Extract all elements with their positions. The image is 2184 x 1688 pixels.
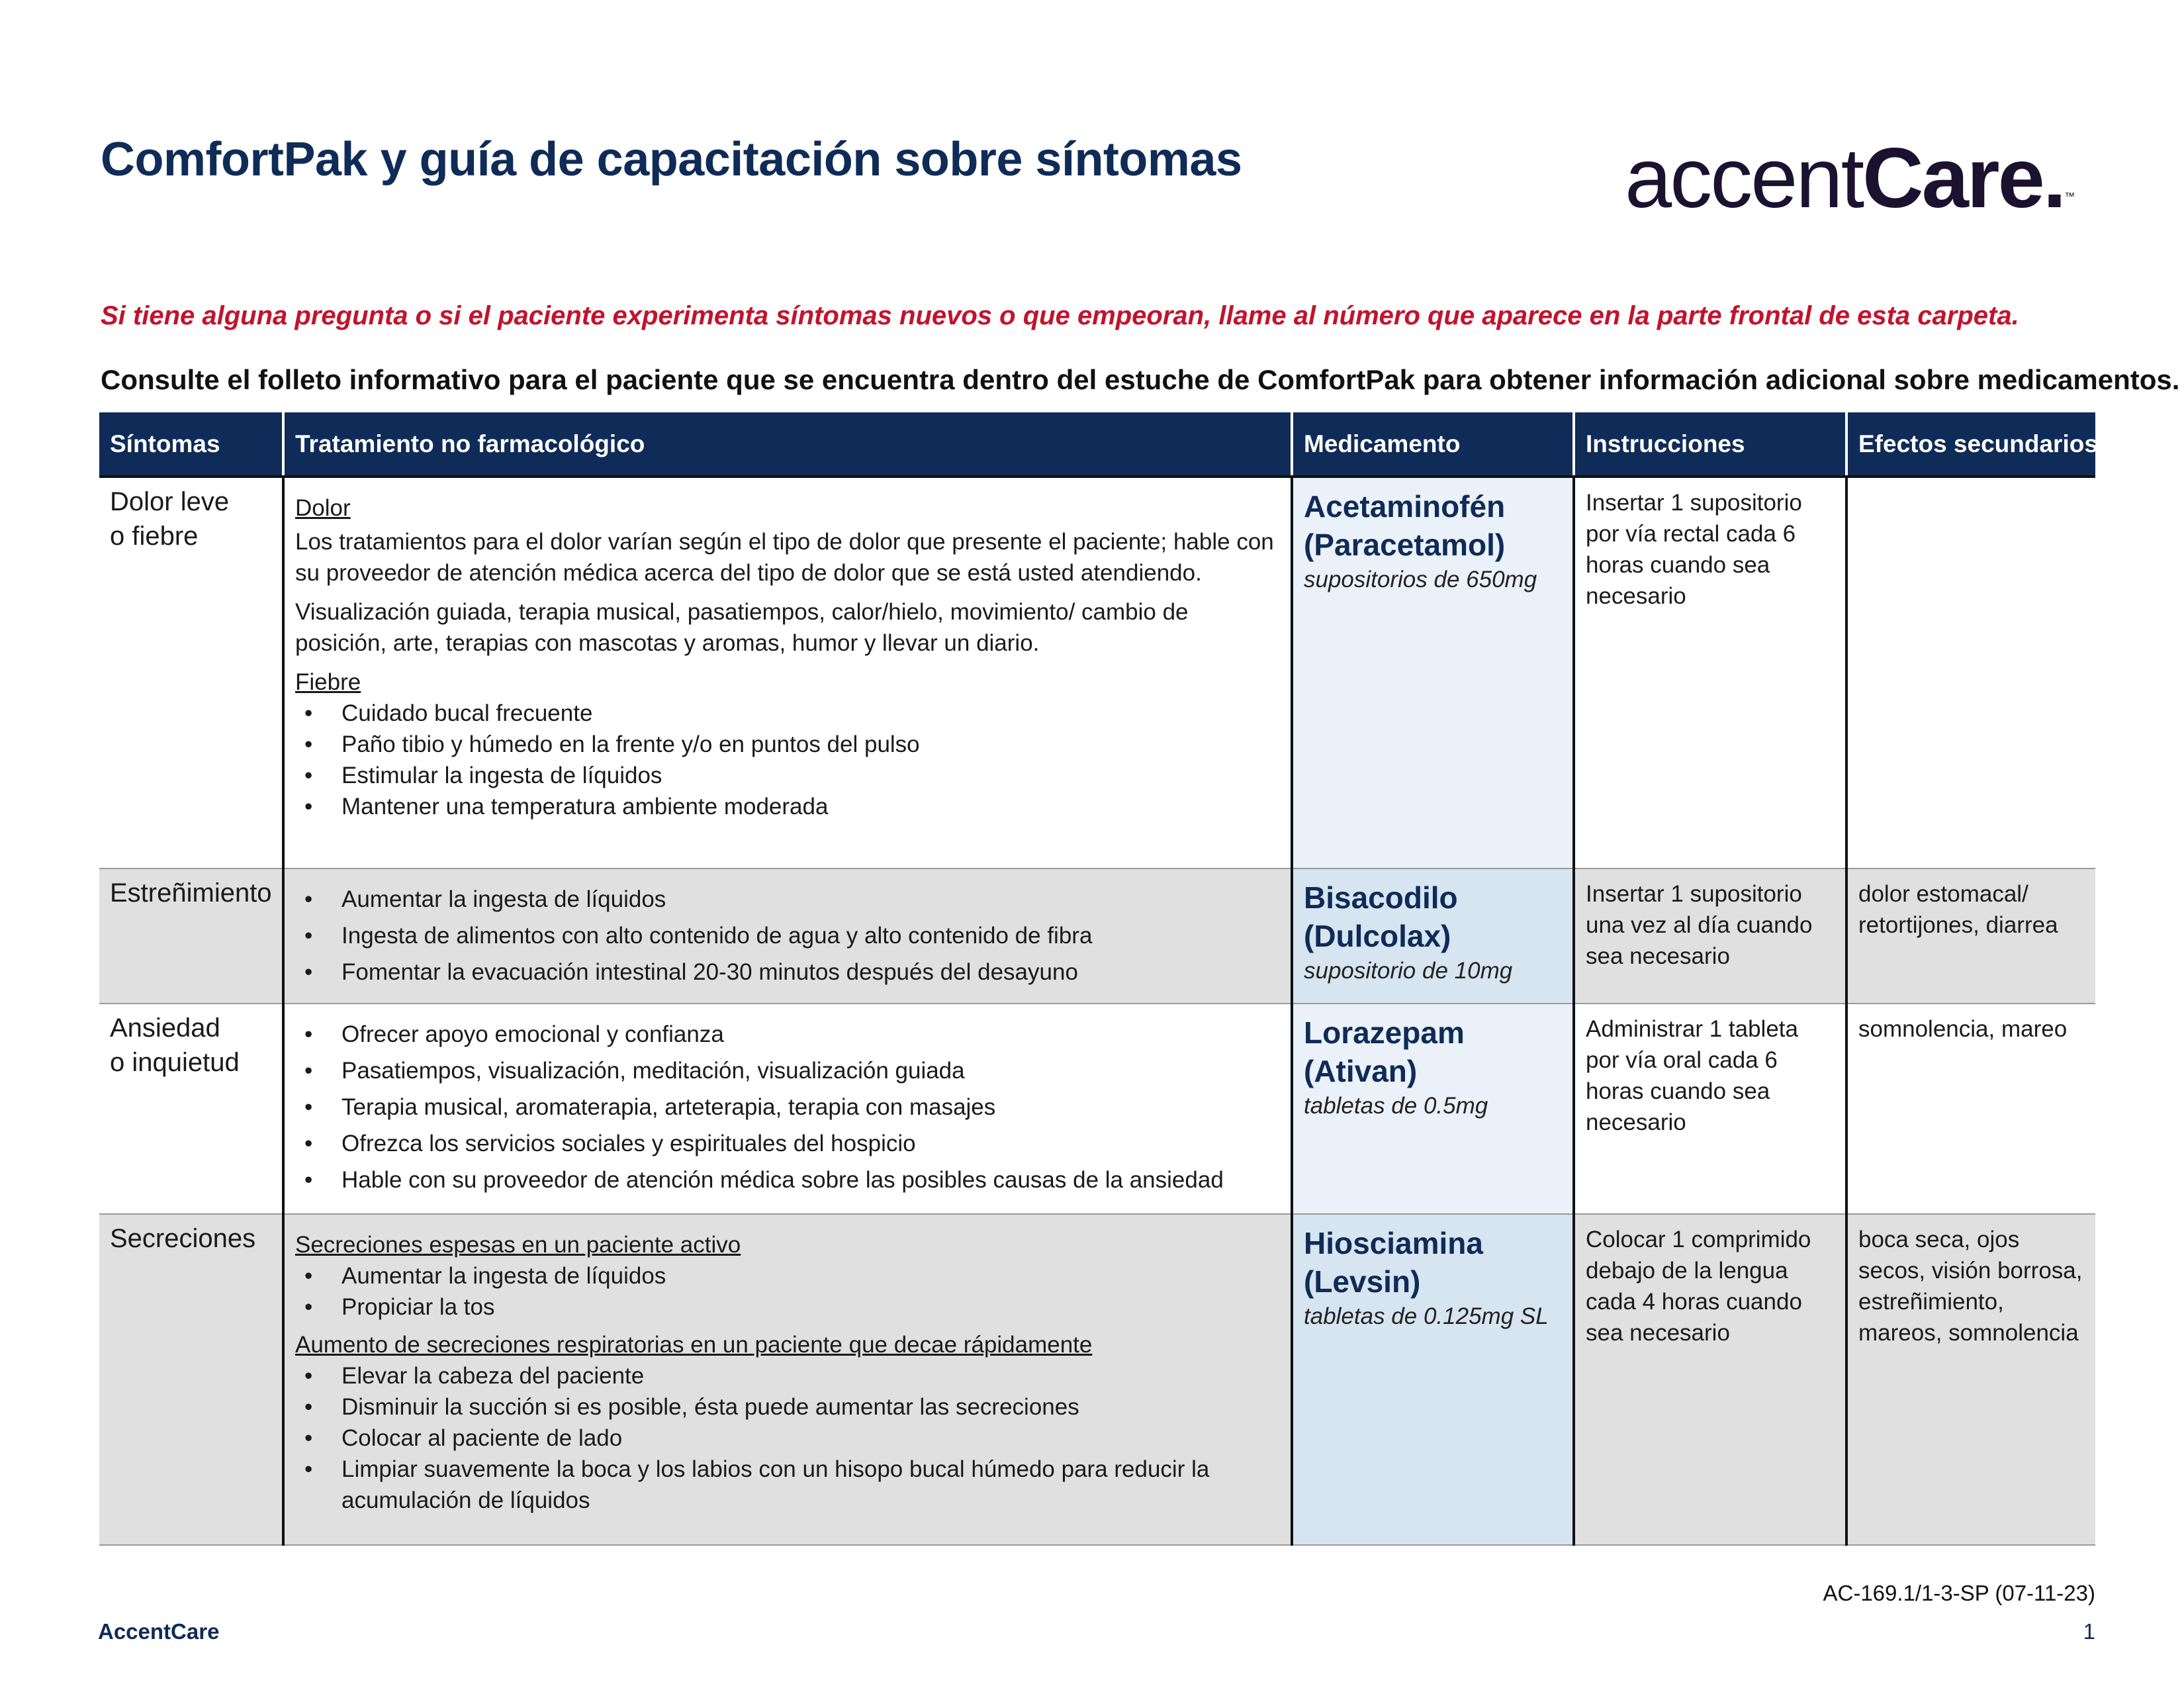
list-item: • Disminuir la succión si es posible, ésta puede aumentar las secreciones [341,1391,1280,1423]
list-item: • Cuidado bucal frecuente [341,698,1280,729]
list-item: • Colocar al paciente de lado [341,1423,1280,1454]
medication-brand: (Dulcolax) [1304,919,1451,953]
header-symptoms: Síntomas [99,412,283,477]
side-effects-cell: dolor estomacal/ retortijones, diarrea [1846,868,2095,1004]
medication-form: supositorios de 650mg [1304,567,1537,592]
instructions-cell: Insertar 1 supositorio por vía rectal cada 6 horas cuando sea necesario [1574,477,1846,868]
symptom-cell [99,477,283,868]
list-item: • Aumentar la ingesta de líquidos [341,1260,1280,1291]
medication-brand: (Paracetamol) [1304,528,1506,562]
list-item: • Ingesta de alimentos con alto contenido de agua y alto contenido de fibra [341,920,1280,951]
list-item: • Aumentar la ingesta de líquidos [341,884,1280,915]
table-header-row [99,412,2095,477]
treatment-list [295,1019,1280,1196]
instructions-cell: Administrar 1 tableta por vía oral cada 6 horas cuando sea necesario [1574,1004,1846,1214]
symptom-label: Estreñimiento [110,878,272,908]
treatment-list [295,1260,1280,1323]
header-nonpharm: Tratamiento no farmacológico [283,412,1292,477]
medication-name: Lorazepam [1304,1015,1465,1050]
treatment-cell [283,1004,1292,1214]
treatment-paragraph: Los tratamientos para el dolor varían según el tipo de dolor que presente el paciente; hable con su proveedor de atención médica acerca del tipo de dolor que se está usted atendiendo. [295,529,1274,586]
subsection-heading: Fiebre [295,669,361,695]
treatment-list [295,698,1280,822]
document-code: AC-169.1/1-3-SP (07-11-23) [1823,1581,2095,1605]
medication-name: Bisacodilo [1304,880,1458,915]
symptom-cell [99,1004,283,1214]
side-effects-cell [1846,477,2095,868]
list-item: • Limpiar suavemente la boca y los labios con un hisopo bucal húmedo para reducir la acumulación de líquidos [341,1454,1280,1516]
instructions-cell: Insertar 1 supositorio una vez al día cuando sea necesario [1574,868,1846,1004]
medication-cell [1292,868,1574,1004]
consult-notice: Consulte el folleto informativo para el paciente que se encuentra dentro del estuche de ComfortPak para obtener información adicional sobre medicamentos. [101,364,2180,395]
treatment-paragraph: Visualización guiada, terapia musical, pasatiempos, calor/hielo, movimiento/ cambio de posición, arte, terapias con mascotas y aromas, humor y llevar un diario. [295,599,1189,656]
logo-text-accent: accent [1625,131,1863,226]
table-row [99,1004,2095,1214]
medication-cell [1292,1214,1574,1545]
symptom-label: o fiebre [110,522,199,551]
page-number: 1 [2083,1619,2095,1644]
side-effects-cell: boca seca, ojos secos, visión borrosa, estreñimiento, mareos, somnolencia [1846,1214,2095,1545]
medication-cell [1292,477,1574,868]
treatment-list [295,1360,1280,1516]
subsection-heading: Secreciones espesas en un paciente activo [295,1232,741,1258]
list-item: • Ofrecer apoyo emocional y confianza [341,1019,1280,1050]
treatment-cell [283,1214,1292,1545]
symptom-label: o inquietud [110,1048,240,1077]
list-item: • Elevar la cabeza del paciente [341,1360,1280,1391]
symptom-table [99,412,2098,1546]
page-title: ComfortPak y guía de capacitación sobre síntomas [101,133,1242,186]
medication-form: supositorio de 10mg [1304,958,1513,984]
list-item: • Terapia musical, aromaterapia, arteterapia, terapia con masajes [341,1092,1280,1123]
subsection-heading: Aumento de secreciones respiratorias en un paciente que decae rápidamente [295,1332,1093,1358]
side-effects-cell: somnolencia, mareo [1846,1004,2095,1214]
list-item: • Mantener una temperatura ambiente moderada [341,791,1280,822]
symptom-cell [99,1214,283,1545]
treatment-cell [283,477,1292,868]
symptom-label: Ansiedad [110,1013,220,1043]
list-item: • Fomentar la evacuación intestinal 20-30 minutos después del desayuno [341,957,1280,988]
medication-brand: (Ativan) [1304,1054,1418,1088]
table-row [99,477,2095,868]
symptom-label: Secreciones [110,1224,256,1253]
header-side-effects: Efectos secundarios [1846,412,2095,477]
list-item: • Estimular la ingesta de líquidos [341,760,1280,791]
treatment-cell [283,868,1292,1004]
list-item: • Ofrezca los servicios sociales y espirituales del hospicio [341,1128,1280,1159]
symptom-cell [99,868,283,1004]
subsection-heading: Dolor [295,495,351,521]
medication-brand: (Levsin) [1304,1264,1421,1299]
symptom-label: Dolor leve [110,487,230,516]
medication-name: Hiosciamina [1304,1226,1483,1260]
table-row [99,1214,2095,1545]
medication-name: Acetaminofén [1304,489,1506,524]
header-medication: Medicamento [1292,412,1574,477]
footer-brand: AccentCare [98,1619,220,1644]
medication-form: tabletas de 0.125mg SL [1304,1303,1549,1329]
list-item: • Pasatiempos, visualización, meditación, visualización guiada [341,1055,1280,1086]
warning-notice: Si tiene alguna pregunta o si el paciente experimenta síntomas nuevos o que empeoran, llame al número que aparece en la parte frontal de esta carpeta. [101,301,2019,330]
medication-cell [1292,1004,1574,1214]
list-item: • Propiciar la tos [341,1291,1280,1323]
treatment-list [295,884,1280,988]
header-instructions: Instrucciones [1574,412,1846,477]
logo-trademark: ™ [2064,191,2073,203]
accentcare-logo [1625,131,2073,226]
instructions-cell: Colocar 1 comprimido debajo de la lengua cada 4 horas cuando sea necesario [1574,1214,1846,1545]
list-item: • Paño tibio y húmedo en la frente y/o en puntos del pulso [341,729,1280,760]
list-item: • Hable con su proveedor de atención médica sobre las posibles causas de la ansiedad [341,1164,1280,1196]
logo-text-care: Care. [1862,131,2065,226]
table-row [99,868,2095,1004]
medication-form: tabletas de 0.5mg [1304,1093,1488,1119]
